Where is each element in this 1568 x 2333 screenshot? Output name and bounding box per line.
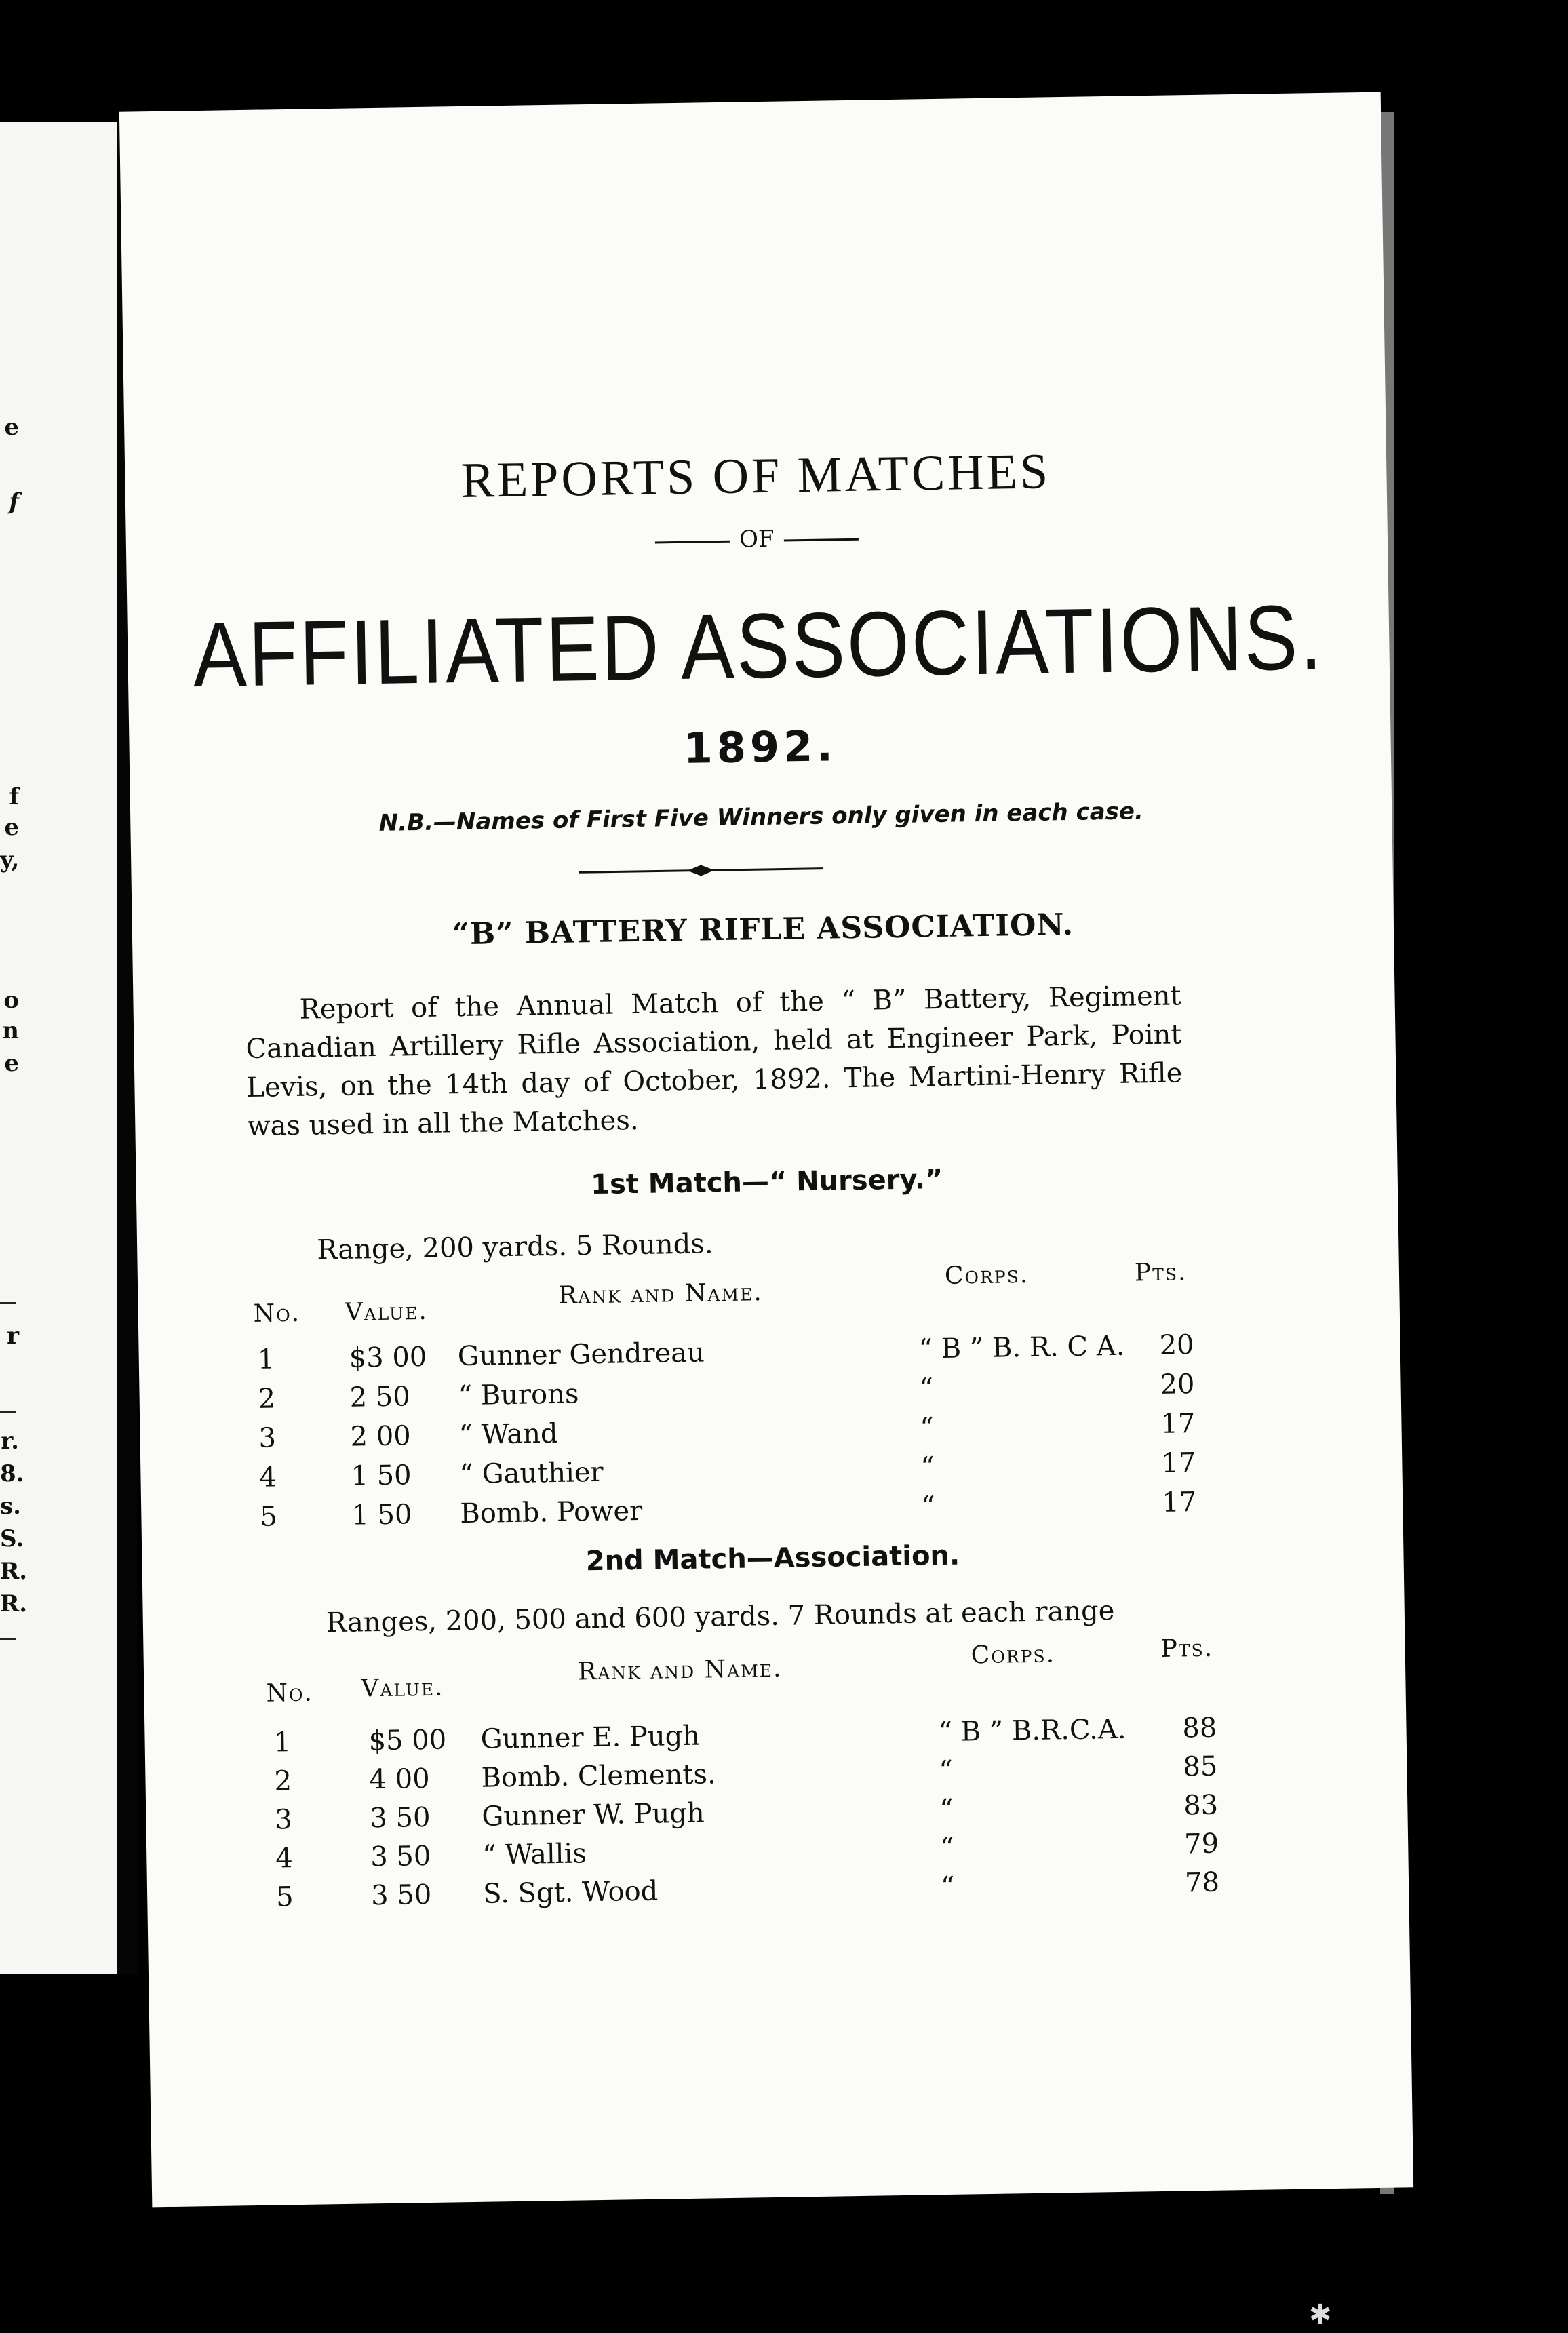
left-page-fragment: S.: [0, 1525, 24, 1552]
left-facing-page: [0, 122, 117, 1974]
cell-name: Gunner Gendreau: [457, 1337, 705, 1373]
left-page-fragment: r.: [1, 1428, 19, 1455]
cell-name: Bomb. Power: [460, 1495, 643, 1530]
cell-name: “ Gauthier: [459, 1456, 604, 1491]
cell-corps: “: [920, 1451, 935, 1483]
cell-name: “ Wallis: [482, 1838, 587, 1871]
cell-corps: “: [939, 1793, 954, 1826]
intro-paragraph: [245, 977, 1183, 1146]
col-header-corps: Corps.: [944, 1260, 1030, 1290]
match-range: Ranges, 200, 500 and 600 yards. 7 Rounds at each range: [326, 1595, 1115, 1639]
cell-no: 1: [257, 1344, 275, 1375]
left-page-rule: [0, 1411, 16, 1413]
col-header-name: Rank and Name.: [558, 1278, 764, 1310]
left-page-fragment: e: [4, 414, 19, 441]
col-header-value: Value.: [361, 1673, 444, 1703]
left-page-fragment: 8.: [0, 1460, 24, 1487]
left-page-fragment: s.: [0, 1493, 21, 1520]
left-page-rule: [0, 1638, 16, 1640]
stamp-mark: ✱: [1309, 2299, 1332, 2330]
left-page-fragment: r: [7, 1322, 19, 1350]
cell-value: $3 00: [349, 1341, 427, 1374]
col-header-value: Value.: [345, 1297, 429, 1327]
left-page-fragment: e: [4, 1050, 19, 1077]
cell-corps: “ B ” B. R. C A.: [918, 1330, 1125, 1365]
left-page-fragment: f: [9, 488, 19, 515]
left-page-fragment: n: [2, 1017, 19, 1044]
cell-corps: “: [939, 1832, 955, 1864]
left-page-fragment: o: [3, 987, 19, 1014]
col-header-corps: Corps.: [971, 1640, 1056, 1670]
cell-name: Gunner E. Pugh: [480, 1720, 701, 1755]
cell-name: “ Wand: [458, 1417, 558, 1451]
cell-no: 5: [275, 1881, 294, 1913]
document-page: [119, 92, 1413, 2208]
left-page-fragment: e: [4, 814, 19, 841]
match-title: 2nd Match—Association.: [585, 1540, 960, 1577]
cell-no: 2: [274, 1765, 292, 1797]
left-page-fragment: R.: [0, 1590, 28, 1618]
cell-value: 3 50: [370, 1879, 432, 1912]
left-page-fragment: R.: [0, 1558, 28, 1585]
cell-value: 3 50: [370, 1801, 431, 1835]
cell-no: 3: [275, 1804, 293, 1836]
of-text: OF: [739, 525, 775, 553]
cell-value: 1 50: [351, 1459, 412, 1492]
rule-left: [655, 540, 730, 543]
ornament-divider: [579, 861, 823, 881]
section-title: “B” BATTERY RIFLE ASSOCIATION.: [452, 907, 1074, 952]
cell-corps: “ B ” B.R.C.A.: [938, 1713, 1126, 1748]
cell-name: Bomb. Clements.: [481, 1759, 717, 1794]
cell-no: 4: [275, 1843, 294, 1875]
cell-corps: “: [920, 1412, 935, 1444]
col-header-pts: Pts.: [1134, 1258, 1188, 1287]
col-header-pts: Pts.: [1160, 1634, 1214, 1663]
cell-value: 2 50: [349, 1381, 411, 1413]
cell-pts: 17: [1160, 1408, 1196, 1440]
main-heading: AFFILIATED ASSOCIATIONS.: [192, 586, 1325, 707]
cell-pts: 83: [1183, 1789, 1219, 1822]
cell-pts: 17: [1161, 1487, 1197, 1518]
cell-pts: 20: [1160, 1369, 1195, 1400]
cell-no: 3: [258, 1422, 277, 1454]
cell-corps: “: [920, 1491, 936, 1523]
intro-text: Report of the Annual Match of the “ B” Battery, Regiment Canadian Artillery Rifle Association, held at Engineer Park, Point Levis, on the 14th day of October, 1892. The Martini-Henry Rifle was used in all the Matches.: [246, 980, 1183, 1143]
cell-no: 1: [273, 1727, 292, 1759]
cell-name: “ Burons: [458, 1378, 579, 1412]
cell-corps: “: [919, 1373, 934, 1405]
title-connector: [126, 516, 1388, 563]
note: N.B.—Names of First Five Winners only given in each case.: [378, 798, 1144, 837]
cell-value: 3 50: [370, 1840, 431, 1873]
col-header-no: No.: [266, 1679, 314, 1708]
rule-right: [784, 538, 859, 541]
year: 1892.: [683, 721, 838, 773]
left-page-fragment: y,: [0, 846, 20, 874]
cell-pts: 79: [1183, 1828, 1219, 1860]
cell-pts: 17: [1160, 1447, 1196, 1479]
cell-no: 2: [258, 1383, 276, 1415]
cell-pts: 78: [1184, 1866, 1220, 1899]
col-header-name: Rank and Name.: [577, 1654, 783, 1686]
page-title: REPORTS OF MATCHES: [460, 444, 1051, 509]
left-page-rule: [0, 1302, 16, 1304]
cell-pts: 20: [1159, 1329, 1194, 1361]
col-header-no: No.: [253, 1299, 301, 1328]
cell-corps: “: [940, 1870, 955, 1903]
cell-corps: “: [939, 1754, 954, 1787]
cell-name: Gunner W. Pugh: [482, 1797, 705, 1832]
cell-name: S. Sgt. Wood: [482, 1875, 659, 1910]
match-range: Range, 200 yards. 5 Rounds.: [316, 1228, 713, 1266]
cell-pts: 85: [1183, 1750, 1218, 1783]
left-page-fragment: f: [9, 783, 19, 810]
cell-value: 2 00: [350, 1420, 411, 1453]
cell-value: 4 00: [369, 1763, 430, 1796]
cell-no: 5: [260, 1501, 278, 1533]
cell-value: 1 50: [351, 1499, 412, 1531]
cell-pts: 88: [1182, 1712, 1217, 1744]
cell-value: $5 00: [368, 1724, 447, 1757]
cell-no: 4: [259, 1462, 277, 1493]
match-title: 1st Match—“ Nursery.”: [590, 1163, 943, 1201]
